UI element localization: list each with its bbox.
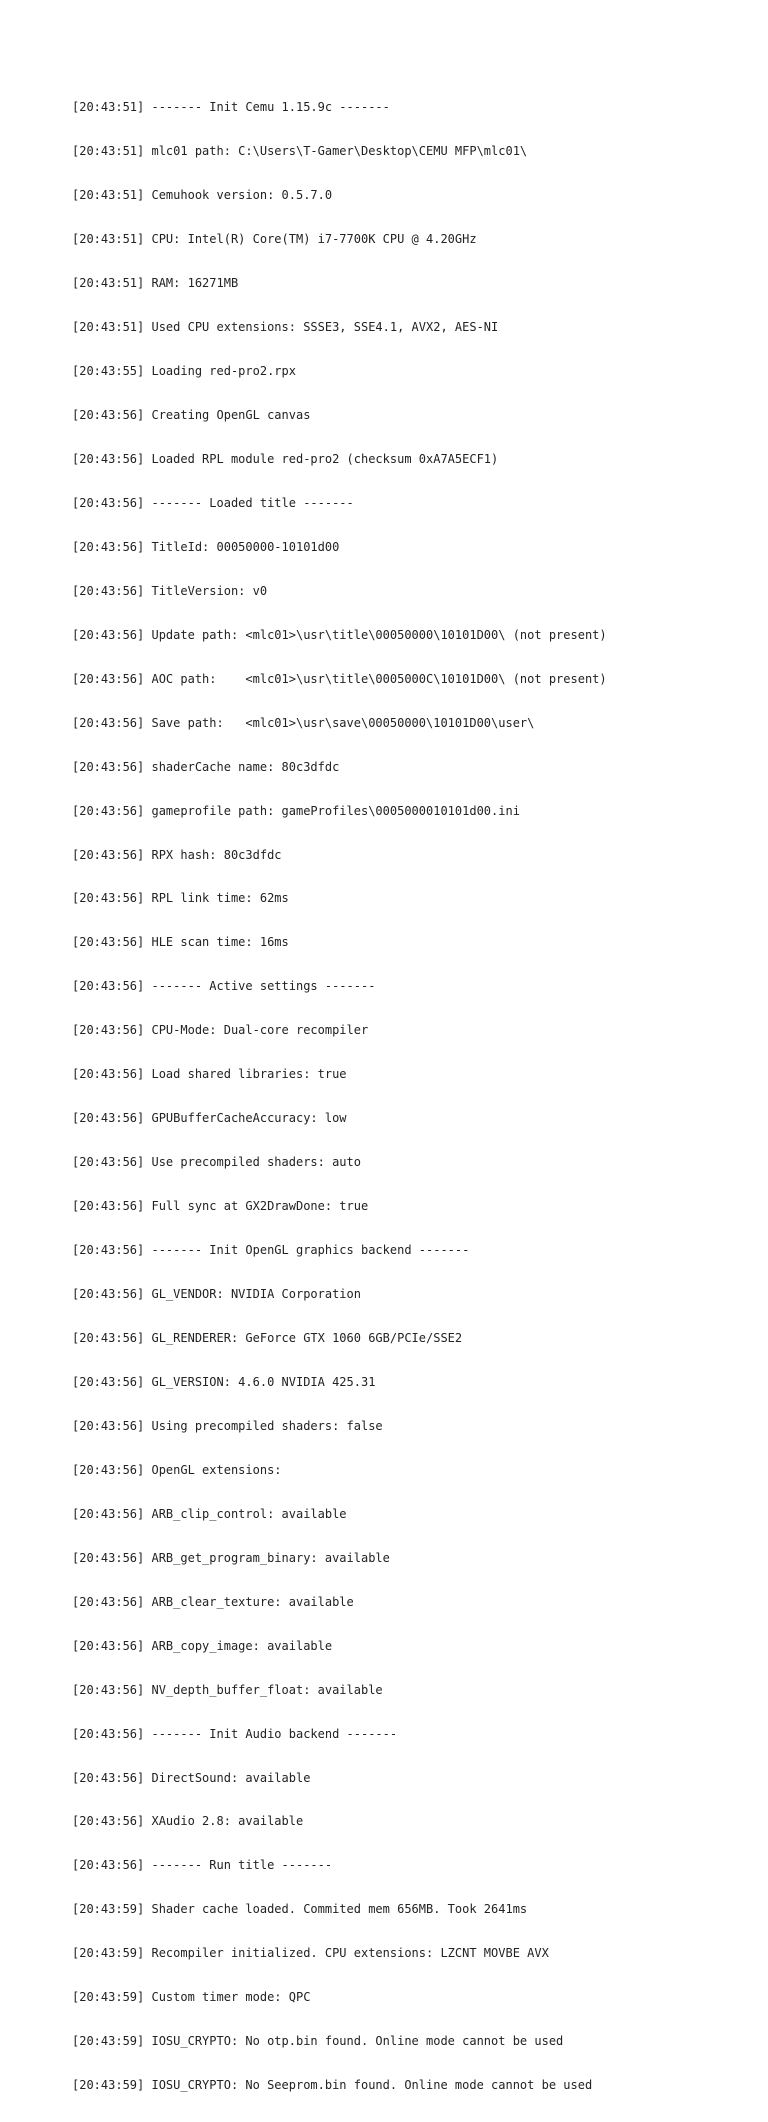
log-line: [20:43:56] OpenGL extensions:	[72, 1462, 282, 1477]
log-line: [20:43:56] Creating OpenGL canvas	[72, 407, 311, 422]
log-line: [20:43:56] ARB_get_program_binary: available	[72, 1550, 390, 1565]
log-line: [20:43:56] CPU-Mode: Dual-core recompiler	[72, 1023, 369, 1038]
log-line: [20:43:56] TitleId: 00050000-10101d00	[72, 539, 340, 554]
log-line: [20:43:59] Recompiler initialized. CPU extensions: LZCNT MOVBE AVX	[72, 1946, 549, 1961]
log-line: [20:43:51] ------- Init Cemu 1.15.9c -------	[72, 100, 390, 115]
log-line: [20:43:56] GL_VENDOR: NVIDIA Corporation	[72, 1287, 361, 1302]
log-line: [20:43:56] shaderCache name: 80c3dfdc	[72, 759, 340, 774]
log-line: [20:43:56] ------- Init Audio backend -------	[72, 1726, 398, 1741]
log-line: [20:43:59] IOSU_CRYPTO: No otp.bin found. Online mode cannot be used	[72, 2034, 564, 2049]
log-line: [20:43:51] CPU: Intel(R) Core(TM) i7-7700K CPU @ 4.20GHz	[72, 232, 477, 247]
log-line: [20:43:51] Cemuhook version: 0.5.7.0	[72, 188, 333, 203]
log-line: [20:43:56] ARB_clear_texture: available	[72, 1594, 354, 1609]
log-line: [20:43:59] Custom timer mode: QPC	[72, 1990, 311, 2005]
log-line: [20:43:56] NV_depth_buffer_float: available	[72, 1682, 383, 1697]
log-line: [20:43:56] Using precompiled shaders: false	[72, 1418, 383, 1433]
log-line: [20:43:56] Load shared libraries: true	[72, 1067, 347, 1082]
log-line: [20:43:56] RPL link time: 62ms	[72, 891, 289, 906]
log-line: [20:43:56] GL_VERSION: 4.6.0 NVIDIA 425.31	[72, 1374, 376, 1389]
log-line: [20:43:56] DirectSound: available	[72, 1770, 311, 1785]
log-line: [20:43:56] TitleVersion: v0	[72, 583, 268, 598]
log-line: [20:43:56] Update path: <mlc01>\usr\title\00050000\10101D00\ (not present)	[72, 627, 607, 642]
log-line: [20:43:56] XAudio 2.8: available	[72, 1814, 304, 1829]
log-line: [20:43:56] ------- Init OpenGL graphics backend -------	[72, 1243, 470, 1258]
log-line: [20:43:56] Full sync at GX2DrawDone: true	[72, 1199, 369, 1214]
log-line: [20:43:59] IOSU_CRYPTO: No Seeprom.bin found. Online mode cannot be used	[72, 2078, 593, 2093]
log-line: [20:43:51] mlc01 path: C:\Users\T-Gamer\Desktop\CEMU MFP\mlc01\	[72, 144, 528, 159]
log-line: [20:43:56] gameprofile path: gameProfiles\0005000010101d00.ini	[72, 803, 520, 818]
log-line: [20:43:56] Loaded RPL module red-pro2 (checksum 0xA7A5ECF1)	[72, 451, 499, 466]
log-line: [20:43:56] Save path: <mlc01>\usr\save\00050000\10101D00\user\	[72, 715, 535, 730]
log-line: [20:43:51] Used CPU extensions: SSSE3, SSE4.1, AVX2, AES-NI	[72, 320, 499, 335]
log-line: [20:43:56] ------- Loaded title -------	[72, 495, 354, 510]
log-line: [20:43:56] AOC path: <mlc01>\usr\title\0005000C\10101D00\ (not present)	[72, 671, 607, 686]
log-line: [20:43:56] Use precompiled shaders: auto	[72, 1155, 361, 1170]
log-line: [20:43:56] ARB_clip_control: available	[72, 1506, 347, 1521]
log-line: [20:43:56] GL_RENDERER: GeForce GTX 1060 6GB/PCIe/SSE2	[72, 1331, 463, 1345]
log-line: [20:43:56] ARB_copy_image: available	[72, 1638, 333, 1653]
log-line: [20:43:56] ------- Active settings -------	[72, 979, 376, 994]
log-line: [20:43:56] GPUBufferCacheAccuracy: low	[72, 1111, 347, 1126]
log-line: [20:43:56] ------- Run title -------	[72, 1858, 333, 1873]
log-line: [20:43:59] Shader cache loaded. Commited mem 656MB. Took 2641ms	[72, 1902, 528, 1917]
log-line: [20:43:56] HLE scan time: 16ms	[72, 935, 289, 950]
log-line: [20:43:51] RAM: 16271MB	[72, 276, 239, 291]
log-line: [20:43:55] Loading red-pro2.rpx	[72, 364, 296, 379]
log-text	[72, 71, 752, 2122]
log-line: [20:43:56] RPX hash: 80c3dfdc	[72, 847, 282, 862]
